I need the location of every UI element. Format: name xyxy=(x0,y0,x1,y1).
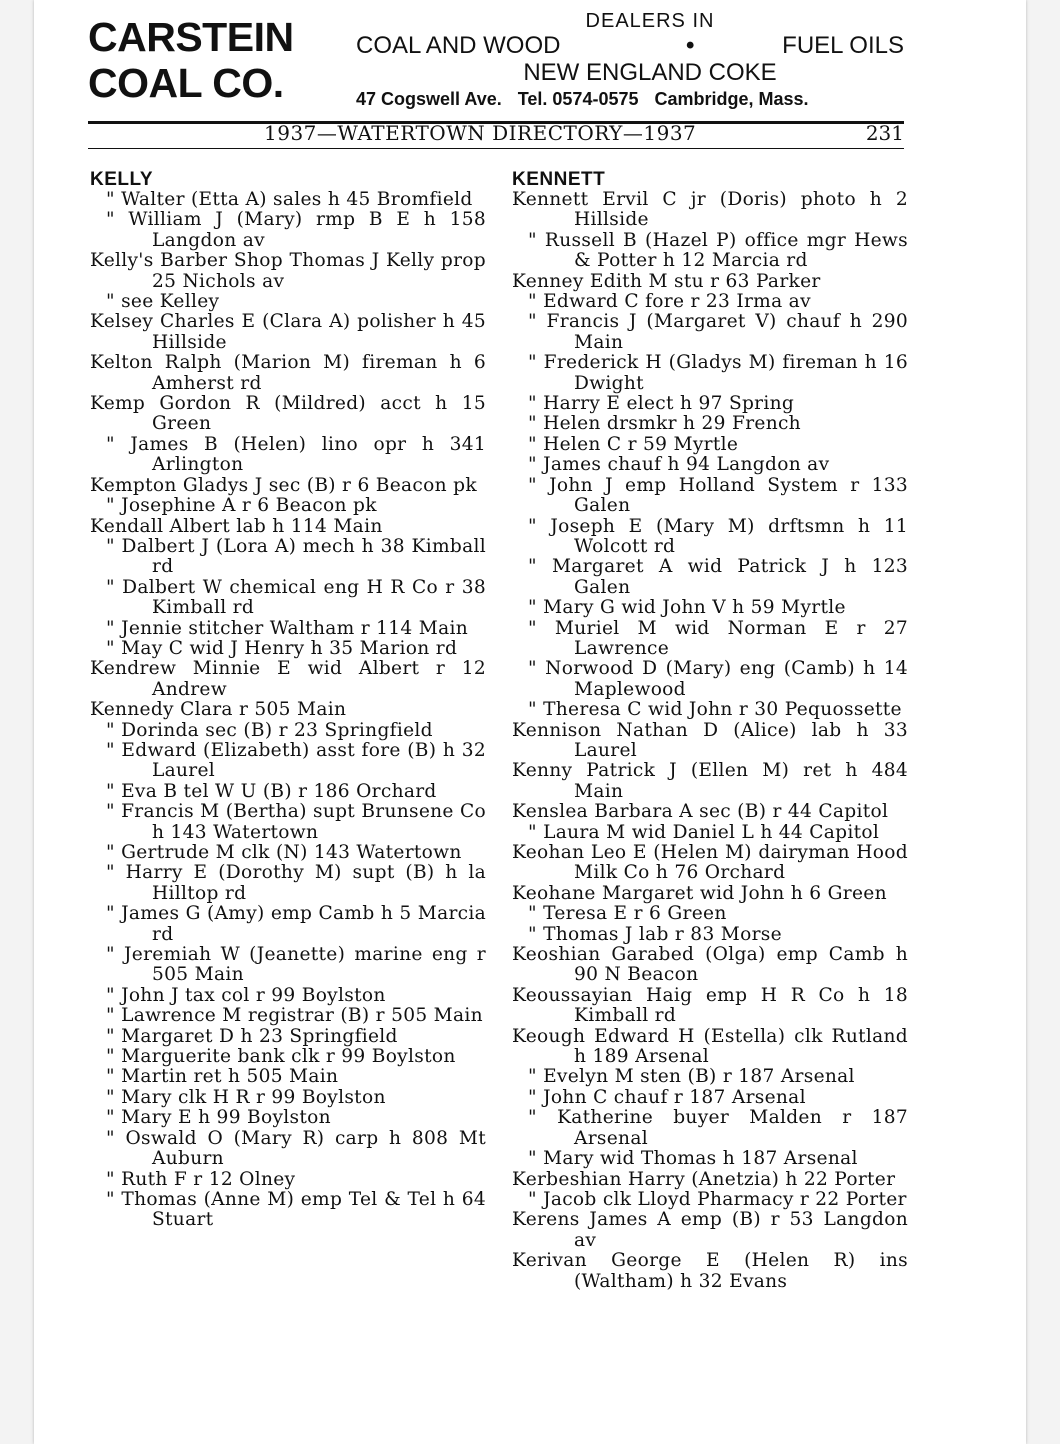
directory-entry: " May C wid J Henry h 35 Marion rd xyxy=(106,637,458,659)
directory-entry: Kerbeshian Harry (Anetzia) h 22 Porter xyxy=(512,1168,896,1190)
directory-entry: " Frederick H (Gladys M) fireman h 16 Dwight xyxy=(528,352,908,394)
directory-entry: Keohane Margaret wid John h 6 Green xyxy=(512,882,887,904)
directory-entry: Kenny Patrick J (Ellen M) ret h 484 Main xyxy=(512,760,908,802)
directory-entry: " Francis J (Margaret V) chauf h 290 Main xyxy=(528,311,908,353)
left-column xyxy=(90,170,486,1231)
directory-entry: " Theresa C wid John r 30 Pequossette xyxy=(528,699,902,721)
directory-entry: " Mary wid Thomas h 187 Arsenal xyxy=(528,1148,858,1170)
directory-entry: " John C chauf r 187 Arsenal xyxy=(528,1086,806,1108)
directory-entry: " Francis M (Bertha) supt Brunsene Co h 143 Watertown xyxy=(106,801,486,843)
coal-wood-label: COAL AND WOOD xyxy=(356,32,561,59)
fuel-oils-label: FUEL OILS xyxy=(782,32,904,59)
contact-line xyxy=(356,86,904,112)
directory-entry: " Eva B tel W U (B) r 186 Orchard xyxy=(106,780,437,802)
directory-entry: " James chauf h 94 Langdon av xyxy=(528,454,830,476)
directory-entry: " Katherine buyer Malden r 187 Arsenal xyxy=(528,1107,908,1149)
directory-entry: Kendall Albert lab h 114 Main xyxy=(90,515,383,537)
directory-entry: Kelly's Barber Shop Thomas J Kelly prop 25 Nichols av xyxy=(90,250,486,292)
directory-entry: " Mary G wid John V h 59 Myrtle xyxy=(528,597,846,619)
directory-entry: " Dorinda sec (B) r 23 Springfield xyxy=(106,719,433,741)
directory-entry: " Russell B (Hazel P) office mgr Hews & Potter h 12 Marcia rd xyxy=(528,229,908,272)
coke-label: NEW ENGLAND COKE xyxy=(523,59,777,86)
directory-entry: " Harry E (Dorothy M) supt (B) h la Hilltop rd xyxy=(106,862,486,904)
directory-entry: " Oswald O (Mary R) carp h 808 Mt Auburn xyxy=(106,1127,486,1170)
directory-entry: Keough Edward H (Estella) clk Rutland h 189 Arsenal xyxy=(512,1025,908,1068)
directory-entry: " Mary E h 99 Boylston xyxy=(106,1107,331,1129)
directory-entry: Keoshian Garabed (Olga) emp Camb h 90 N Beacon xyxy=(512,944,908,986)
directory-entry: " Dalbert W chemical eng H R Co r 38 Kimball rd xyxy=(106,576,486,619)
directory-entry: " Margaret D h 23 Springfield xyxy=(106,1025,398,1047)
right-column xyxy=(512,170,908,1292)
directory-entry: " Helen drsmkr h 29 French xyxy=(528,413,801,435)
directory-entry: " James G (Amy) emp Camb h 5 Marcia rd xyxy=(106,903,486,945)
directory-entry: " Edward C fore r 23 Irma av xyxy=(528,291,811,313)
page-number: 231 xyxy=(865,121,904,145)
directory-entry: " Muriel M wid Norman E r 27 Lawrence xyxy=(528,617,908,659)
directory-entry: " Gertrude M clk (N) 143 Watertown xyxy=(106,842,462,863)
directory-entry: Kennison Nathan D (Alice) lab h 33 Laurel xyxy=(512,719,908,761)
telephone: Tel. 0574-0575 xyxy=(517,89,639,109)
directory-entry: " Joseph E (Mary M) drftsmn h 11 Wolcott rd xyxy=(528,515,908,557)
directory-entry: " Norwood D (Mary) eng (Camb) h 14 Maplewood xyxy=(528,658,908,700)
advertiser-name-line1: CARSTEIN xyxy=(88,14,294,60)
directory-title: 1937—WATERTOWN DIRECTORY—1937 xyxy=(264,121,697,145)
entry-list xyxy=(90,190,486,1231)
directory-entry: " Helen C r 59 Myrtle xyxy=(528,433,739,455)
directory-entry: Kenney Edith M stu r 63 Parker xyxy=(512,270,821,292)
directory-entry: Kemp Gordon R (Mildred) acct h 15 Green xyxy=(90,393,486,435)
products-line xyxy=(356,32,904,60)
directory-entry: Kendrew Minnie E wid Albert r 12 Andrew xyxy=(90,658,486,700)
street-address: 47 Cogswell Ave. xyxy=(356,89,502,109)
directory-entry: " John J emp Holland System r 133 Galen xyxy=(528,474,908,517)
directory-entry: " Evelyn M sten (B) r 187 Arsenal xyxy=(528,1066,855,1088)
directory-entry: " Mary clk H R r 99 Boylston xyxy=(106,1086,386,1108)
directory-entry: " William J (Mary) rmp B E h 158 Langdon av xyxy=(106,209,486,251)
directory-entry: Keoussayian Haig emp H R Co h 18 Kimball rd xyxy=(512,984,908,1027)
advertisement-details xyxy=(356,10,904,112)
directory-entry: " Martin ret h 505 Main xyxy=(106,1066,339,1088)
directory-entry: " Harry E elect h 97 Spring xyxy=(528,393,795,415)
header-underline xyxy=(88,148,904,149)
directory-entry: Kenslea Barbara A sec (B) r 44 Capitol xyxy=(512,801,889,823)
directory-entry: " Dalbert J (Lora A) mech h 38 Kimball rd xyxy=(106,535,486,578)
directory-entry: Kelsey Charles E (Clara A) polisher h 45 Hillside xyxy=(90,311,486,353)
directory-entry: " Jennie stitcher Waltham r 114 Main xyxy=(106,617,469,639)
directory-entry: Keohan Leo E (Helen M) dairyman Hood Milk Co h 76 Orchard xyxy=(512,842,908,884)
directory-entry: Kennedy Clara r 505 Main xyxy=(90,699,347,721)
directory-entry: " Lawrence M registrar (B) r 505 Main xyxy=(106,1005,483,1027)
entry-list xyxy=(512,190,908,1292)
directory-entry: " Jeremiah W (Jeanette) marine eng r 505 Main xyxy=(106,944,486,986)
directory-entry: " Josephine A r 6 Beacon pk xyxy=(106,495,377,517)
directory-entry: Kelton Ralph (Marion M) fireman h 6 Amherst rd xyxy=(90,352,486,394)
section-heading: KELLY xyxy=(90,169,154,190)
directory-entry: " Margaret A wid Patrick J h 123 Galen xyxy=(528,556,908,598)
directory-entry: " Jacob clk Lloyd Pharmacy r 22 Porter xyxy=(528,1188,907,1210)
directory-entry: " see Kelley xyxy=(106,291,220,313)
directory-entry: " Walter (Etta A) sales h 45 Bromfield xyxy=(106,189,473,210)
directory-entry: " Thomas J lab r 83 Morse xyxy=(528,923,782,945)
directory-entry: Kennett Ervil C jr (Doris) photo h 2 Hillside xyxy=(512,189,908,231)
directory-entry: " Ruth F r 12 Olney xyxy=(106,1168,296,1190)
directory-entry: Kempton Gladys J sec (B) r 6 Beacon pk xyxy=(90,474,477,496)
directory-entry: Kerens James A emp (B) r 53 Langdon av xyxy=(512,1209,908,1251)
directory-entry: " Laura M wid Daniel L h 44 Capitol xyxy=(528,821,880,843)
city: Cambridge, Mass. xyxy=(654,89,809,109)
directory-entry: Kerivan George E (Helen R) ins (Waltham) h 32 Evans xyxy=(512,1250,908,1292)
directory-entry: " Edward (Elizabeth) asst fore (B) h 32 Laurel xyxy=(106,739,486,782)
dealers-in-label: DEALERS IN xyxy=(585,10,715,32)
advertiser-name xyxy=(88,14,294,106)
directory-entry: " Marguerite bank clk r 99 Boylston xyxy=(106,1046,456,1068)
directory-entry: " Thomas (Anne M) emp Tel & Tel h 64 Stuart xyxy=(106,1188,486,1231)
directory-entry: " James B (Helen) lino opr h 341 Arlington xyxy=(106,433,486,476)
directory-entry: " John J tax col r 99 Boylston xyxy=(106,984,386,1006)
section-heading: KENNETT xyxy=(512,169,606,190)
bullet-separator: • xyxy=(686,32,695,59)
running-header xyxy=(88,120,904,148)
advertiser-name-line2: COAL CO. xyxy=(88,60,284,106)
directory-entry: " Teresa E r 6 Green xyxy=(528,903,727,925)
directory-page xyxy=(34,0,1026,1444)
